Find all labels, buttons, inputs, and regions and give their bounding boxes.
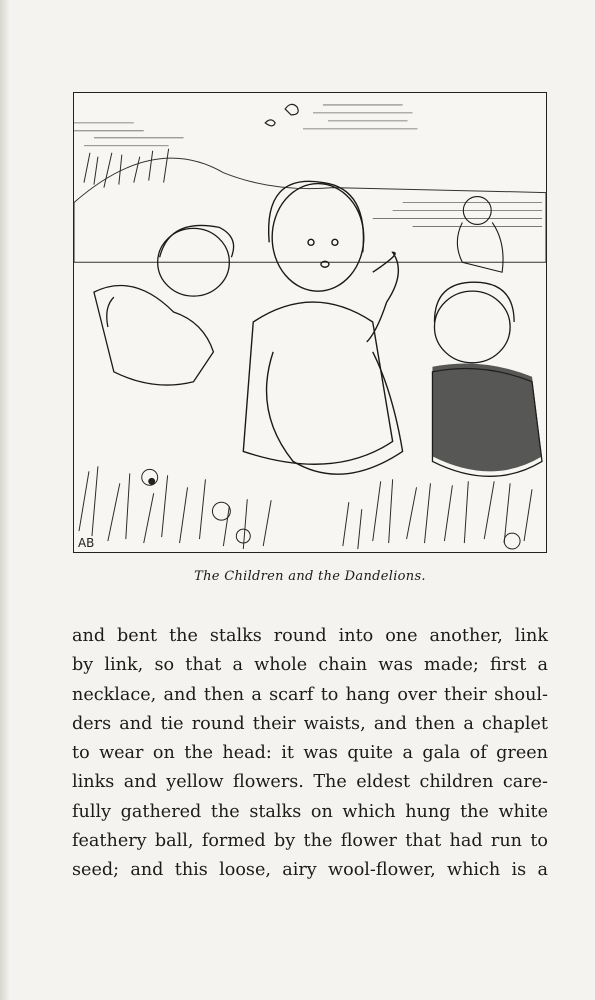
engraving-drawing xyxy=(74,93,546,552)
body-line: links and yellow flowers. The eldest children care- xyxy=(72,772,548,793)
central-girl-figure xyxy=(243,181,402,474)
grass-hatching xyxy=(79,149,532,549)
butterflies xyxy=(265,104,298,125)
body-line: seed; and this loose, airy wool-flower, which is a xyxy=(72,860,548,881)
artist-monogram: AB xyxy=(78,536,95,551)
child-right-shading xyxy=(432,363,542,471)
page-gutter-shadow xyxy=(0,0,10,1000)
body-line: to wear on the head: it was quite a gala of green xyxy=(72,743,548,764)
child-left-figure xyxy=(94,225,234,385)
dandelions xyxy=(142,469,520,549)
body-text xyxy=(72,622,548,886)
illustration-caption: The Children and the Dandelions. xyxy=(194,569,426,584)
body-line: fully gathered the stalks on which hung the white xyxy=(72,801,548,822)
sky-hatching xyxy=(74,105,542,226)
body-line: by link, so that a whole chain was made; first a xyxy=(72,655,548,676)
body-line: feathery ball, formed by the flower that had run to xyxy=(72,831,548,852)
body-line: ders and tie round their waists, and then a chaplet xyxy=(72,713,548,734)
body-line: necklace, and then a scarf to hang over their shoul- xyxy=(72,684,548,705)
body-line: and bent the stalks round into one another, link xyxy=(72,626,548,646)
distant-figure xyxy=(457,197,503,273)
engraving-illustration xyxy=(73,92,547,553)
